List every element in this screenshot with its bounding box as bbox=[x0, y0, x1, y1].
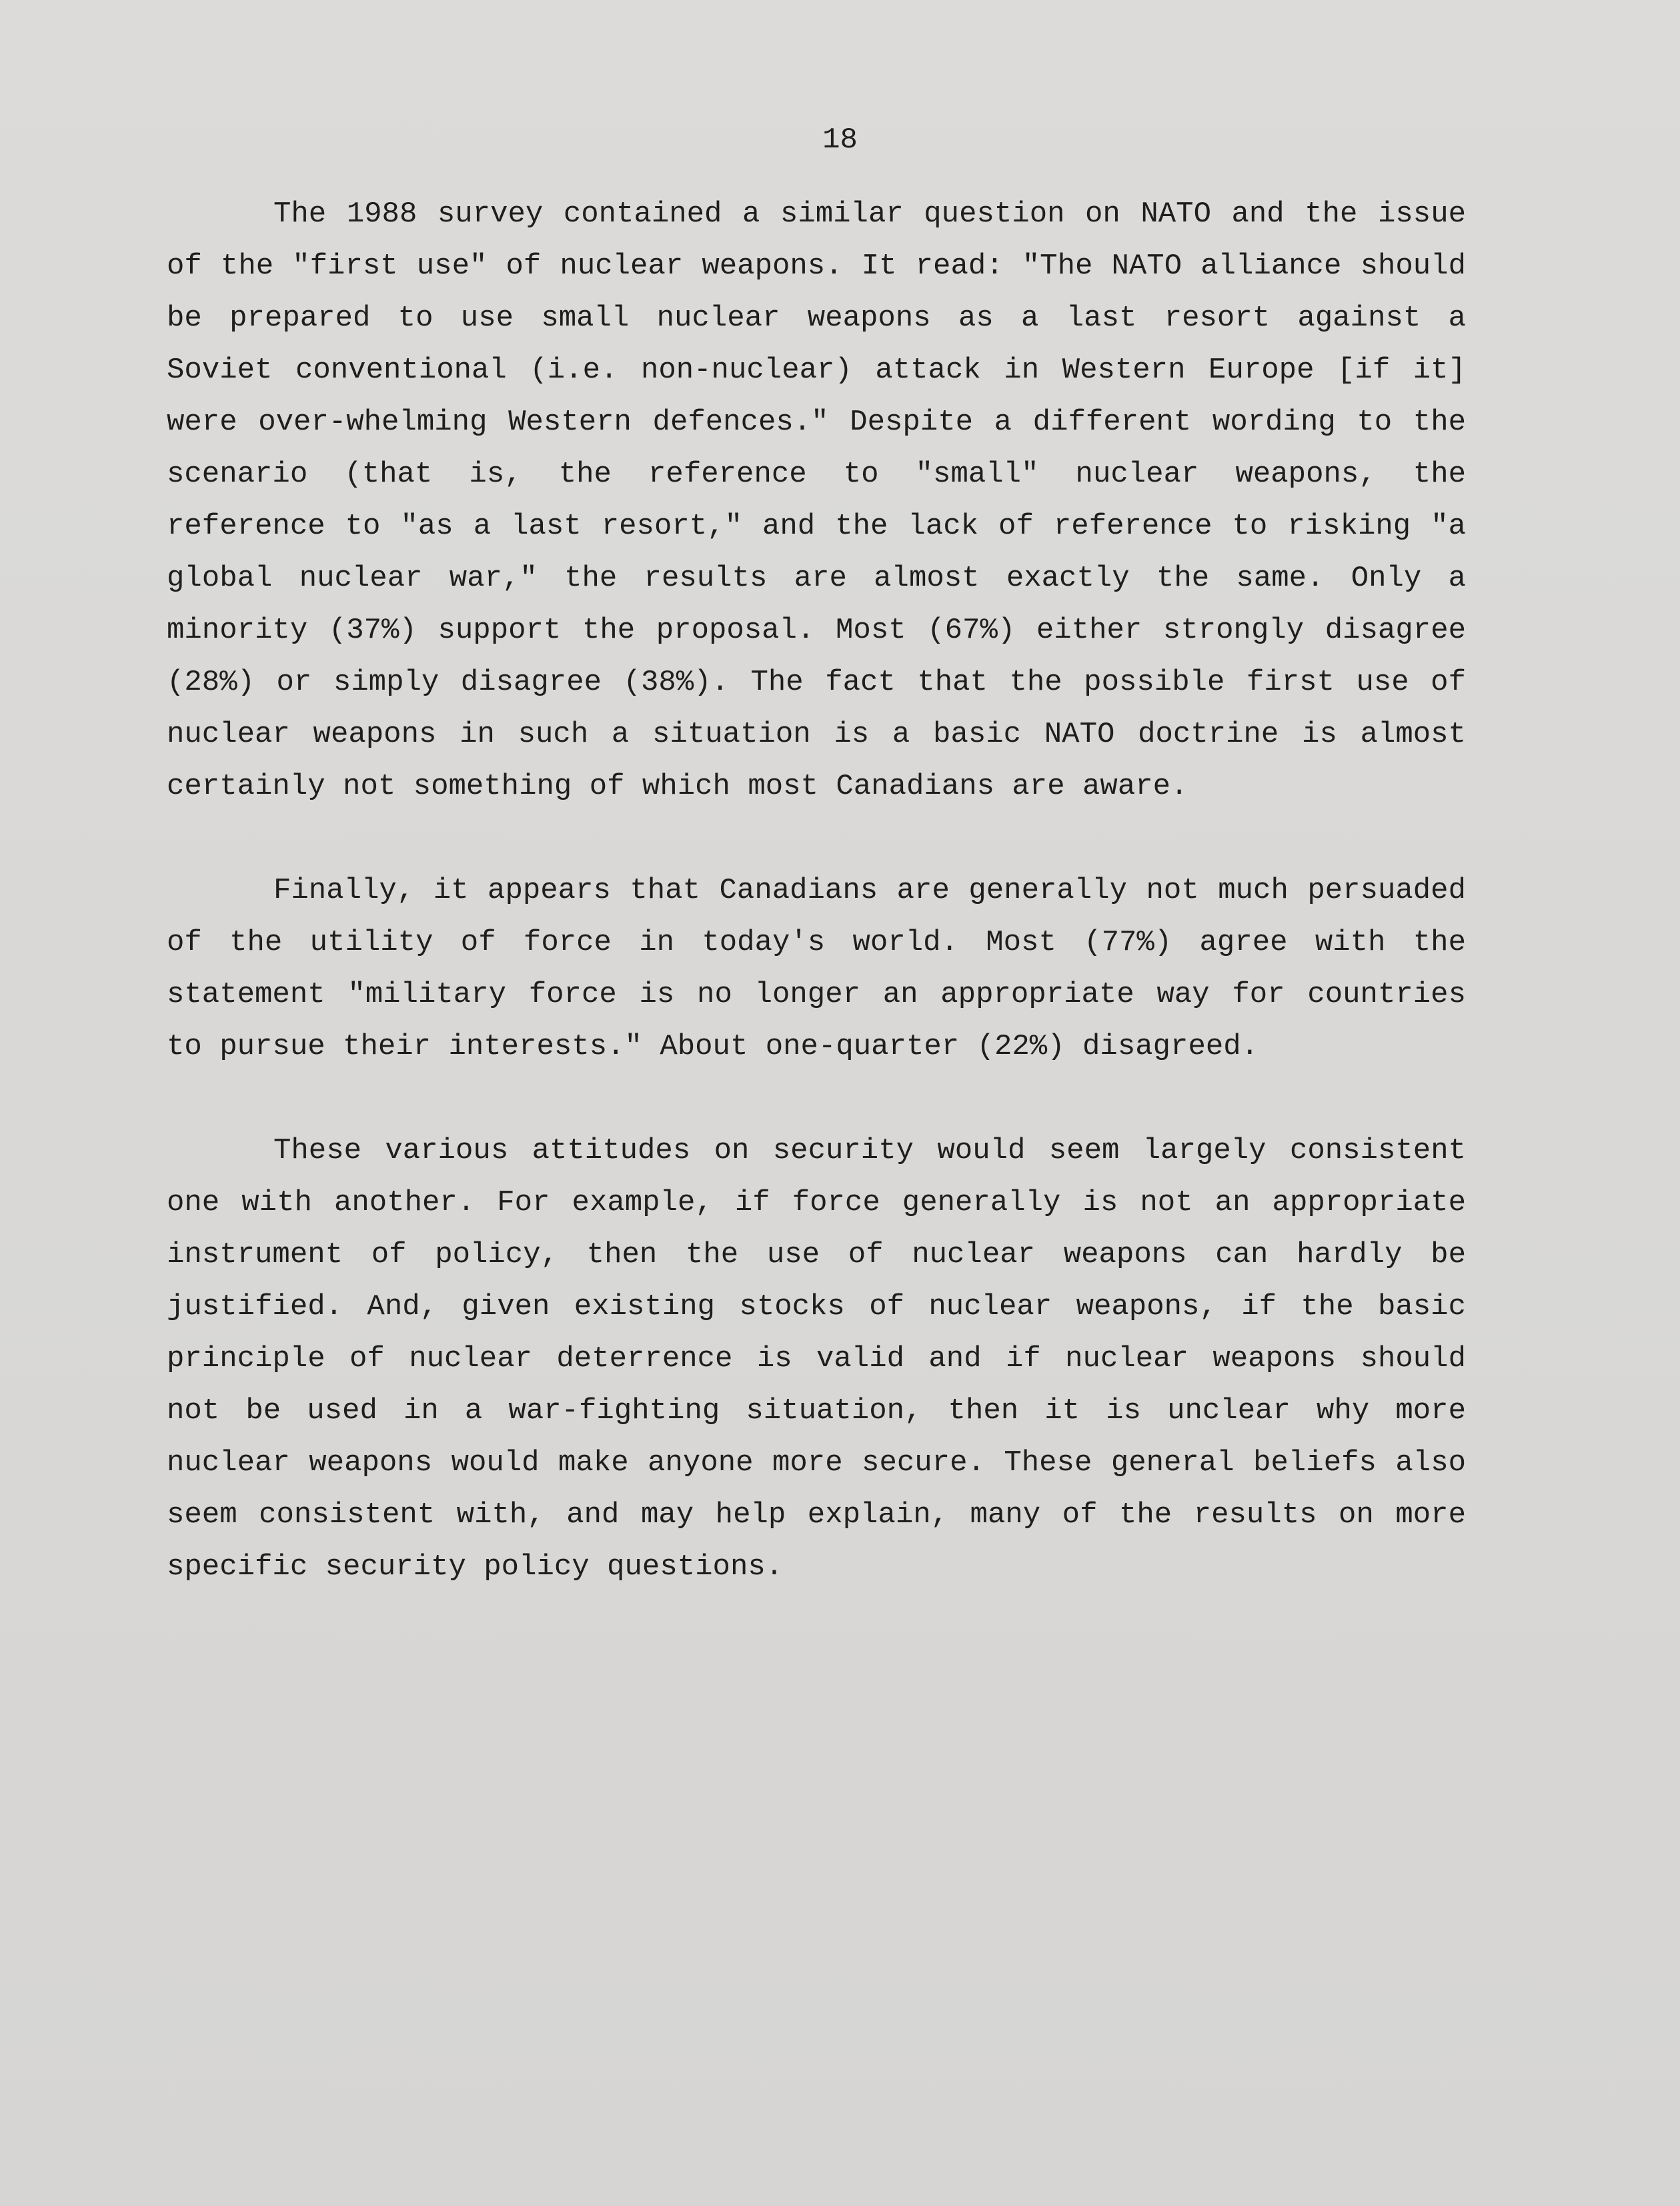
paragraph-utility-of-force: Finally, it appears that Canadians are generally not much persuaded of the utility of force in today's world. Most (77%) agree with the statement "military force is no longer an appropriate way for countries to pursue their interests." About one-quarter (22%) disagreed. bbox=[167, 874, 1466, 1063]
paragraph-nato-first-use: The 1988 survey contained a similar question on NATO and the issue of the "first use" of nuclear weapons. It read: "The NATO alliance should be prepared to use small nuclear weapons as a last resort against a Soviet conventional (i.e. non-nuclear) attack in Western Europe [if it] were over-whelming Western defences." Despite a different wording to the scenario (that is, the reference to "small" nuclear weapons, the reference to "as a last resort," and the lack of reference to risking "a global nuclear war," the results are almost exactly the same. Only a minority (37%) support the proposal. Most (67%) either strongly disagree (28%) or simply disagree (38%). The fact that the possible first use of nuclear weapons in such a situation is a basic NATO doctrine is almost certainly not something of which most Canadians are aware. bbox=[167, 197, 1466, 803]
page-number: 18 bbox=[822, 123, 858, 157]
paragraph-consistency: These various attitudes on security would seem largely consistent one with another. For example, if force generally is not an appropriate instrument of policy, then the use of nuclear weapons can hardly be justified. And, given existing stocks of nuclear weapons, if the basic principle of nuclear deterrence is valid and if nuclear weapons should not be used in a war-fighting situation, then it is unclear why more nuclear weapons would make anyone more secure. These general beliefs also seem consistent with, and may help explain, many of the results on more specific security policy questions. bbox=[167, 1134, 1466, 1584]
body-text bbox=[167, 188, 1466, 1593]
